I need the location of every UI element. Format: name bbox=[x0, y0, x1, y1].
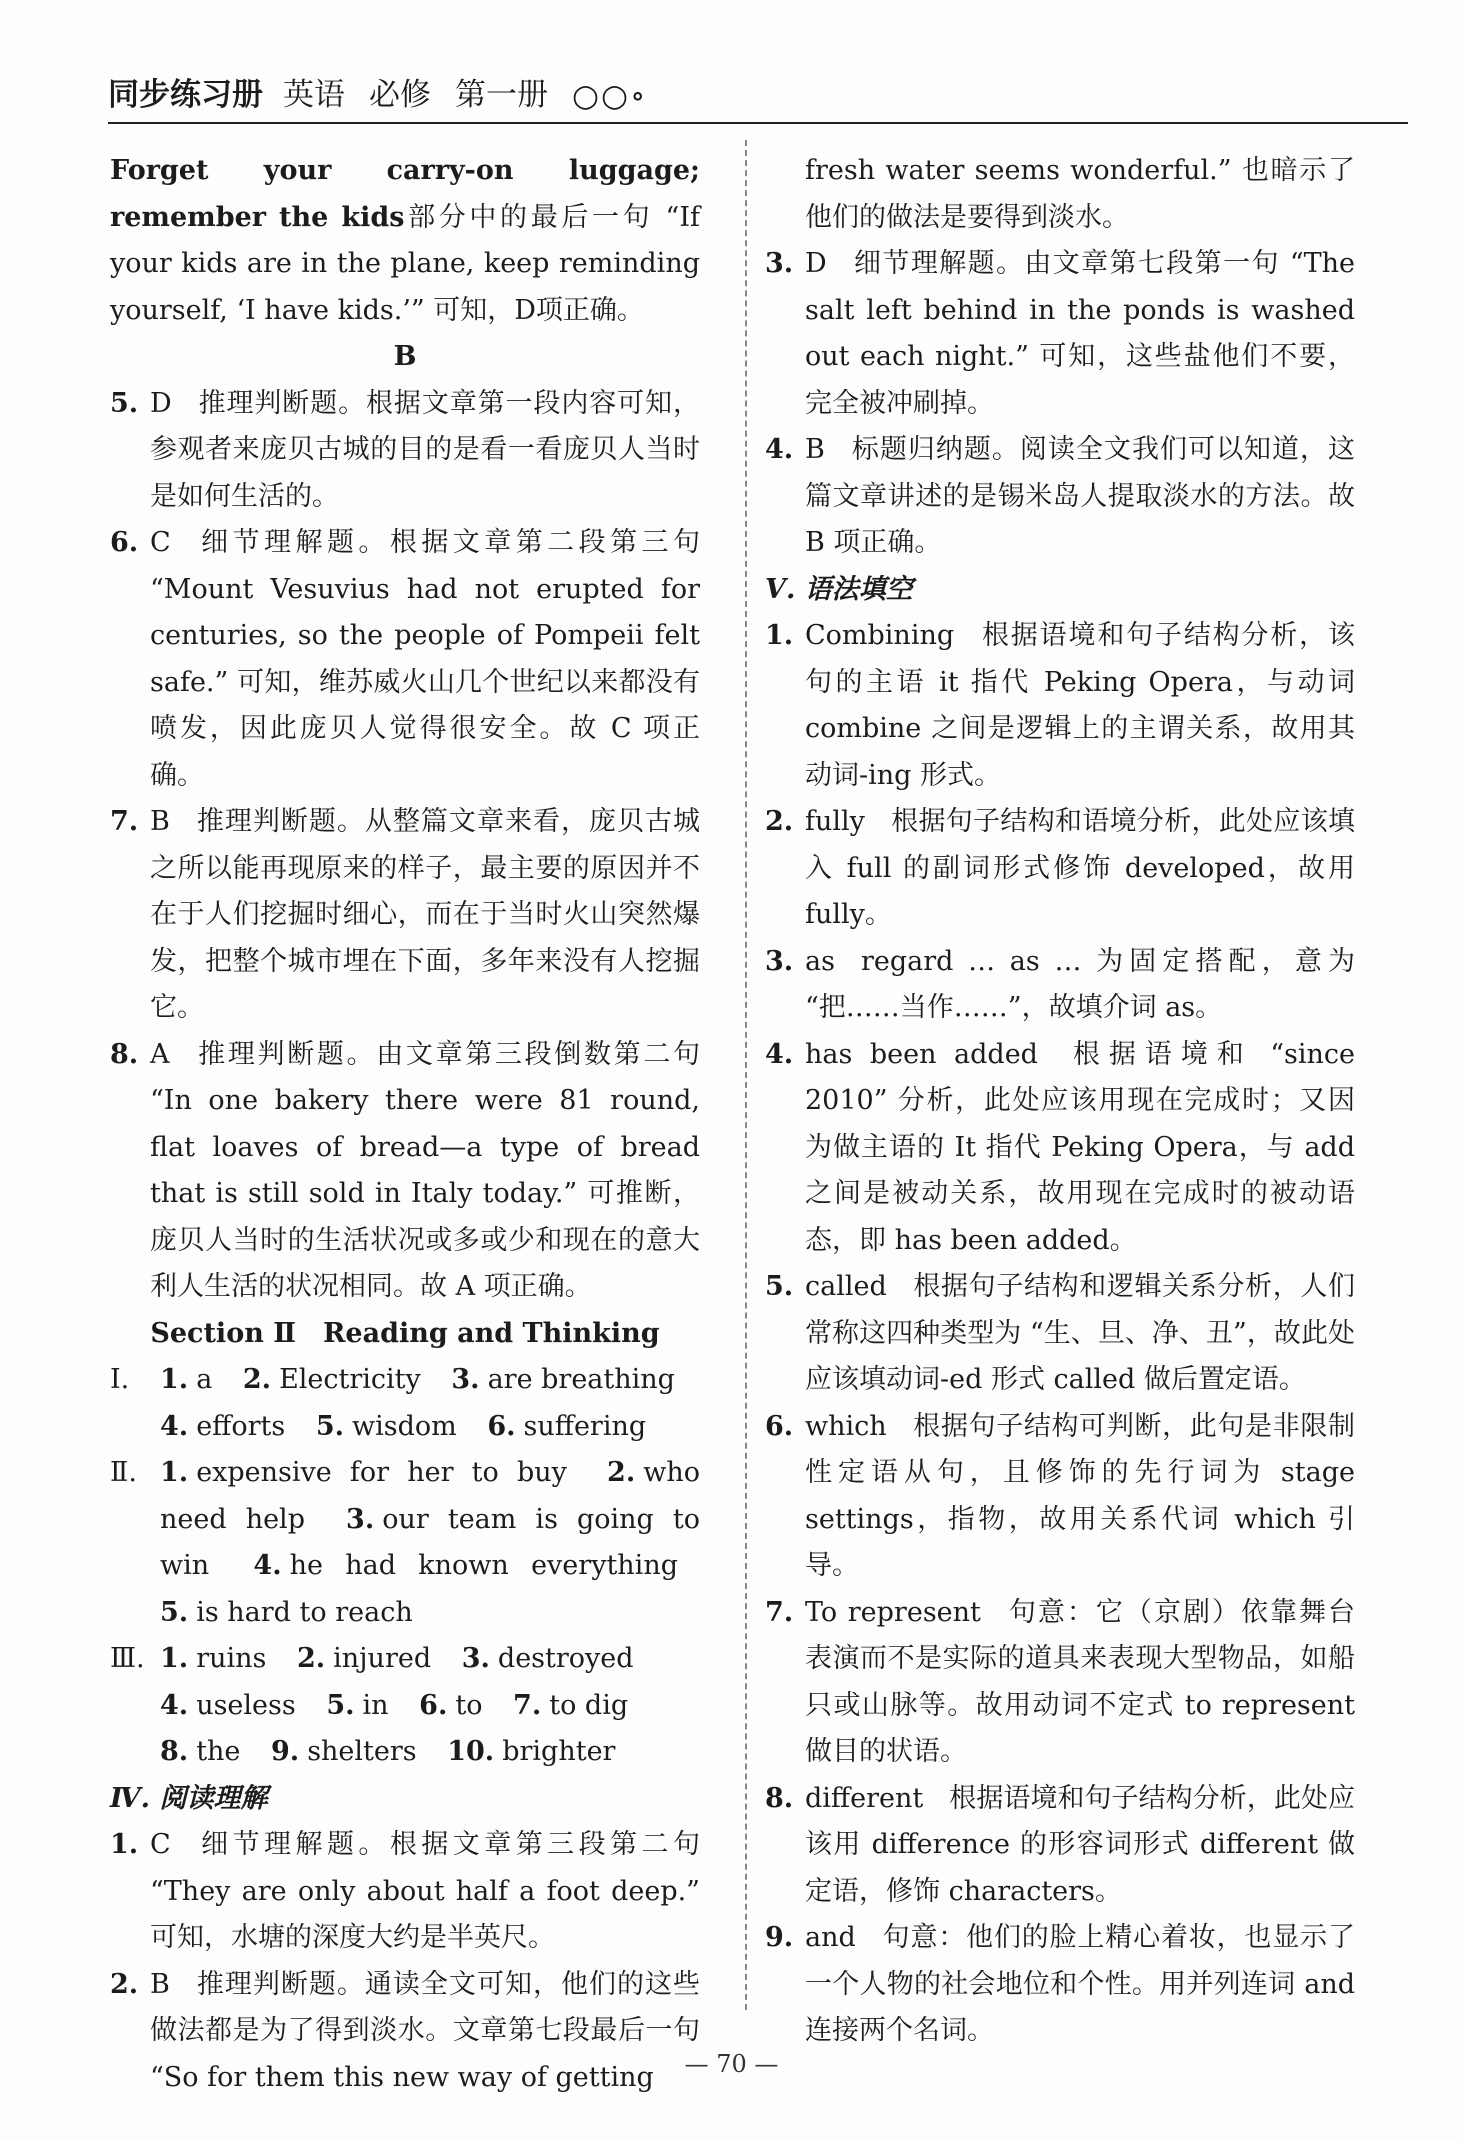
answer-explanation: 根据语境和 “since 2010” 分析，此处应该用现在完成时；又因为做主语的 It 指代 Peking Opera，与 add 之间是被动关系，故用现在完成时的被动语态，即 has been added。 bbox=[805, 1038, 1355, 1256]
answer-letter: C bbox=[150, 1829, 171, 1860]
answer-word: called bbox=[805, 1271, 887, 1302]
answer-explanation: 细节理解题。根据文章第三段第二句 “They are only about half a foot deep.” 可知，水塘的深度大约是半英尺。 bbox=[150, 1829, 700, 1953]
answer-word: has been added bbox=[805, 1038, 1038, 1070]
right-column bbox=[765, 148, 1355, 2055]
header-level: 必修 bbox=[369, 77, 431, 113]
answer-item: 2. B 推理判断题。通读全文可知，他们的这些做法都是为了得到淡水。文章第七段最后一句 “So for them this new way of getting bbox=[110, 1968, 700, 2093]
answer-item: 5. called 根据句子结构和逻辑关系分析，人们常称这四种类型为 “生、旦、净、丑”，故此处应该填动词-ed 形式 called 做后置定语。 bbox=[765, 1271, 1355, 1395]
answer-item: 8. different 根据语境和句子结构分析，此处应该用 difference 的形容词形式 different 做定语，修饰 characters。 bbox=[765, 1782, 1355, 1907]
answer-letter: C bbox=[150, 527, 171, 558]
answer-word: as bbox=[805, 945, 835, 977]
book-series-title: 同步练习册 bbox=[108, 77, 263, 113]
grammar-heading: Ⅴ. 语法填空 bbox=[765, 573, 913, 605]
answer-word: different bbox=[805, 1782, 924, 1814]
answer-explanation: 推理判断题。从整篇文章来看，庞贝古城之所以能再现原来的样子，最主要的原因并不在于人们挖掘时细心，而在于当时火山突然爆发，把整个城市埋在下面，多年来没有人挖掘它。 bbox=[150, 806, 700, 1023]
answer-explanation: 根据句子结构可判断，此句是非限制性定语从句，且修饰的先行词为 stage settings，指物，故用关系代词 which 引导。 bbox=[805, 1410, 1355, 1581]
answer-letter: B bbox=[150, 806, 170, 837]
answer-explanation: 根据句子结构和语境分析，此处应该填入 full 的副词形式修饰 developed，故用 fully。 bbox=[805, 806, 1355, 930]
continued-text: fresh water seems wonderful.” 也暗示了他们的做法是要得到淡水。 bbox=[805, 155, 1355, 233]
answer-letter: B bbox=[150, 1968, 170, 2000]
answer-item: 1. C 细节理解题。根据文章第三段第二句 “They are only about half a foot deep.” 可知，水塘的深度大约是半英尺。 bbox=[110, 1829, 700, 1953]
reading-heading: Ⅳ. 阅读理解 bbox=[110, 1782, 268, 1814]
answer-explanation: regard … as … 为固定搭配，意为 “把……当作……”，故填介词 as。 bbox=[805, 945, 1355, 1023]
answer-explanation: 根据句子结构和逻辑关系分析，人们常称这四种类型为 “生、旦、净、丑”，故此处应该填动词-ed 形式 called 做后置定语。 bbox=[805, 1271, 1355, 1395]
answer-word: and bbox=[805, 1922, 856, 1953]
header-subject: 英语 bbox=[283, 77, 345, 113]
answer-letter: D bbox=[805, 248, 827, 279]
answer-letter: D bbox=[150, 387, 172, 419]
answer-explanation: 句意：他们的脸上精心着妆，也显示了一个人物的社会地位和个性。用并列连词 and 连接两个名词。 bbox=[805, 1922, 1355, 2046]
answer-explanation: 句意：它（京剧）依靠舞台表演而不是实际的道具来表现大型物品，如船只或山脉等。故用动词不定式 to represent 做目的状语。 bbox=[805, 1596, 1355, 1767]
answer-item: 5. D 推理判断题。根据文章第一段内容可知，参观者来庞贝古城的目的是看一看庞贝人当时是如何生活的。 bbox=[110, 387, 700, 512]
answer-item: 1. Combining 根据语境和句子结构分析，该句的主语 it 指代 Peking Opera，与动词 combine 之间是逻辑上的主谓关系，故用其动词-ing 形式。 bbox=[765, 620, 1355, 791]
answer-item: 3. as regard … as … 为固定搭配，意为 “把……当作……”，故填介词 as。 bbox=[765, 945, 1355, 1023]
exercise-1-answers: Ⅰ. 1. a 2. Electricity 3. are breathing 4. efforts 5. wisdom 6. suffering bbox=[110, 1364, 675, 1442]
answer-explanation: 推理判断题。由文章第三段倒数第二句 “In one bakery there were 81 round, flat loaves of bread—a type of bread that is still sold in Italy today.” 可推断，庞贝人当时的生活状况或多或少和现在的意大利人生活的状况相同。故 A 项正确。 bbox=[150, 1038, 700, 1302]
page-header bbox=[108, 68, 1408, 124]
header-dots: ○○∘ bbox=[572, 78, 648, 114]
exercise-2-answers: Ⅱ. 1. expensive for her to buy 2. who need help 3. our team is going to win 4. he had known everything 5. is hard to reach bbox=[110, 1457, 700, 1628]
answer-letter: A bbox=[150, 1038, 170, 1070]
answer-item: 9. and 句意：他们的脸上精心着妆，也显示了一个人物的社会地位和个性。用并列连词 and 连接两个名词。 bbox=[765, 1922, 1355, 2046]
column-divider bbox=[745, 140, 747, 2010]
answer-letter: B bbox=[805, 434, 825, 465]
answer-item: 7. To represent 句意：它（京剧）依靠舞台表演而不是实际的道具来表现大型物品，如船只或山脉等。故用动词不定式 to represent 做目的状语。 bbox=[765, 1596, 1355, 1767]
answer-item: 4. B 标题归纳题。阅读全文我们可以知道，这篇文章讲述的是锡米岛人提取淡水的方法。故 B 项正确。 bbox=[765, 434, 1355, 558]
answer-explanation: 细节理解题。由文章第七段第一句 “The salt left behind in the ponds is washed out each night.” 可知，这些盐他们不要，完全被冲刷掉。 bbox=[805, 248, 1355, 419]
intro-text: 部分中的最后一句 “If your kids are in the plane, keep reminding yourself, ‘I have kids.’” 可知，D项正确。 bbox=[110, 201, 700, 326]
page-number: — 70 — bbox=[684, 2050, 779, 2078]
answer-explanation: 根据语境和句子结构分析，此处应该用 difference 的形容词形式 different 做定语，修饰 characters。 bbox=[805, 1782, 1355, 1907]
section-2-title: Section Ⅱ Reading and Thinking bbox=[150, 1317, 660, 1349]
answer-item: 8. A 推理判断题。由文章第三段倒数第二句 “In one bakery there were 81 round, flat loaves of bread—a type of bread that is still sold in Italy today.” 可推断，庞贝人当时的生活状况或多或少和现在的意大利人生活的状况相同。故 A 项正确。 bbox=[110, 1038, 700, 1302]
answer-item: 6. C 细节理解题。根据文章第二段第三句 “Mount Vesuvius had not erupted for centuries, so the people of Pompeii felt safe.” 可知，维苏威火山几个世纪以来都没有喷发，因此庞贝人觉得很安全。故 C 项正确。 bbox=[110, 527, 700, 791]
answer-word: which bbox=[805, 1410, 887, 1442]
header-volume: 第一册 bbox=[455, 77, 548, 113]
answer-item: 6. which 根据句子结构可判断，此句是非限制性定语从句，且修饰的先行词为 stage settings，指物，故用关系代词 which 引导。 bbox=[765, 1410, 1355, 1581]
intro-bold: Forget your carry-on luggage; remember the kids bbox=[110, 155, 700, 233]
answer-item: 7. B 推理判断题。从整篇文章来看，庞贝古城之所以能再现原来的样子，最主要的原因并不在于人们挖掘时细心，而在于当时火山突然爆发，把整个城市埋在下面，多年来没有人挖掘它。 bbox=[110, 806, 700, 1023]
section-b-label: B bbox=[393, 341, 417, 372]
answer-explanation: 推理判断题。通读全文可知，他们的这些做法都是为了得到淡水。文章第七段最后一句 “So for them this new way of getting bbox=[150, 1968, 700, 2093]
answer-explanation: 推理判断题。根据文章第一段内容可知，参观者来庞贝古城的目的是看一看庞贝人当时是如何生活的。 bbox=[150, 387, 700, 512]
answer-word: To represent bbox=[805, 1596, 981, 1628]
exercise-3-answers: Ⅲ. 1. ruins 2. injured 3. destroyed 4. useless 5. in 6. to 7. to dig 8. the 9. shelters 10. brighter bbox=[110, 1643, 634, 1767]
intro-paragraph bbox=[110, 148, 700, 334]
left-column bbox=[110, 148, 700, 2101]
answer-item: 3. D 细节理解题。由文章第七段第一句 “The salt left behind in the ponds is washed out each night.” 可知，这些盐他们不要，完全被冲刷掉。 bbox=[765, 248, 1355, 419]
answer-explanation: 根据语境和句子结构分析，该句的主语 it 指代 Peking Opera，与动词 combine 之间是逻辑上的主谓关系，故用其动词-ing 形式。 bbox=[805, 620, 1355, 791]
answer-explanation: 细节理解题。根据文章第二段第三句 “Mount Vesuvius had not erupted for centuries, so the people of Pompeii felt safe.” 可知，维苏威火山几个世纪以来都没有喷发，因此庞贝人觉得很安全。故 C 项正确。 bbox=[150, 527, 700, 791]
answer-word: Combining bbox=[805, 620, 955, 651]
answer-word: fully bbox=[805, 806, 865, 837]
answer-item: 2. fully 根据句子结构和语境分析，此处应该填入 full 的副词形式修饰 developed，故用 fully。 bbox=[765, 806, 1355, 930]
answer-item: 4. has been added 根据语境和 “since 2010” 分析，此处应该用现在完成时；又因为做主语的 It 指代 Peking Opera，与 add 之间是被动关系，故用现在完成时的被动语态，即 has been added。 bbox=[765, 1038, 1355, 1256]
answer-explanation: 标题归纳题。阅读全文我们可以知道，这篇文章讲述的是锡米岛人提取淡水的方法。故 B 项正确。 bbox=[805, 434, 1355, 558]
